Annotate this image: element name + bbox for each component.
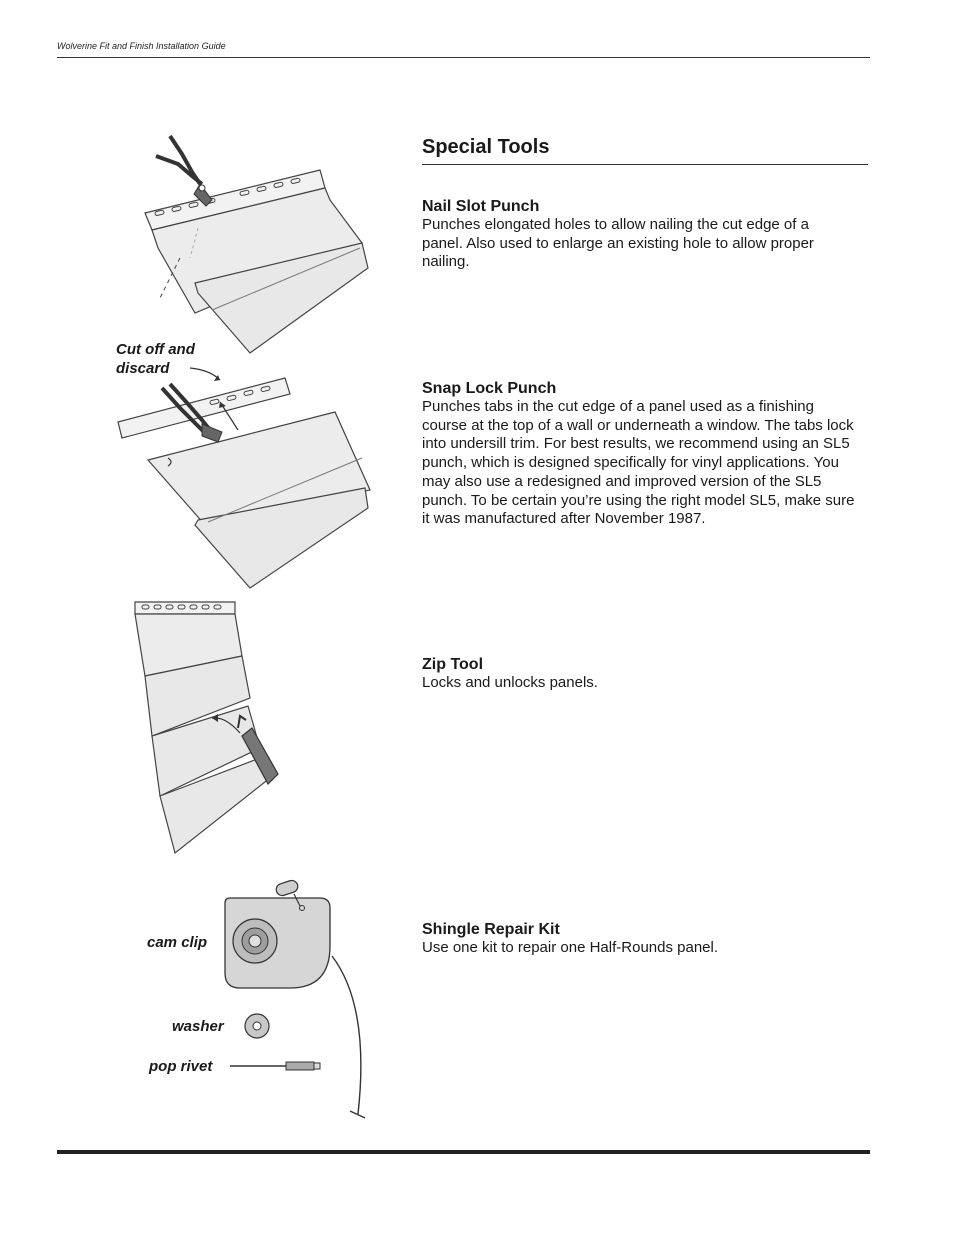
tool-nail-slot-punch: [422, 197, 862, 272]
shingle-repair-kit-illustration: [220, 876, 380, 1122]
cam-clip-label: cam clip: [147, 934, 208, 951]
tool-shingle-repair-kit: [422, 920, 862, 958]
header-rule: [57, 57, 870, 58]
title-rule: [422, 164, 868, 165]
tool-description: Locks and unlocks panels.: [422, 674, 598, 691]
tool-zip-tool: [422, 655, 862, 693]
washer-label: washer: [172, 1018, 224, 1035]
snap-lock-punch-illustration: [110, 360, 380, 595]
tool-name: Zip Tool: [422, 656, 484, 673]
tool-name: Snap Lock Punch: [422, 380, 557, 397]
tool-name: Shingle Repair Kit: [422, 921, 560, 938]
tool-description: Use one kit to repair one Half-Rounds panel.: [422, 939, 719, 956]
nail-slot-punch-illustration: [130, 128, 380, 358]
tool-description: Punches tabs in the cut edge of a panel used as a finishing course at the top of a wall or underneath a window. The tabs lock into undersill trim. For best results, we recommend using an SL5 punch, which is designed specifically for vinyl applications. You may also use a redesigned and improved version of the SL5 punch. To be certain you’re using the right model SL5, make sure it was manufactured after November 1987.: [422, 398, 855, 528]
tool-description: Punches elongated holes to allow nailing the cut edge of a panel. Also used to enlarge an existing hole to allow proper nailing.: [422, 216, 814, 271]
running-header: Wolverine Fit and Finish Installation Guide: [57, 41, 226, 51]
tool-snap-lock-punch: [422, 379, 862, 529]
zip-tool-illustration: [130, 598, 290, 858]
page-title: Special Tools: [422, 136, 550, 158]
pop-rivet-label: pop rivet: [149, 1058, 213, 1075]
cut-off-caption-line2: discard: [116, 360, 170, 377]
cut-off-caption-line1: Cut off and: [116, 341, 195, 358]
footer-rule: [57, 1150, 870, 1154]
tool-name: Nail Slot Punch: [422, 198, 540, 215]
